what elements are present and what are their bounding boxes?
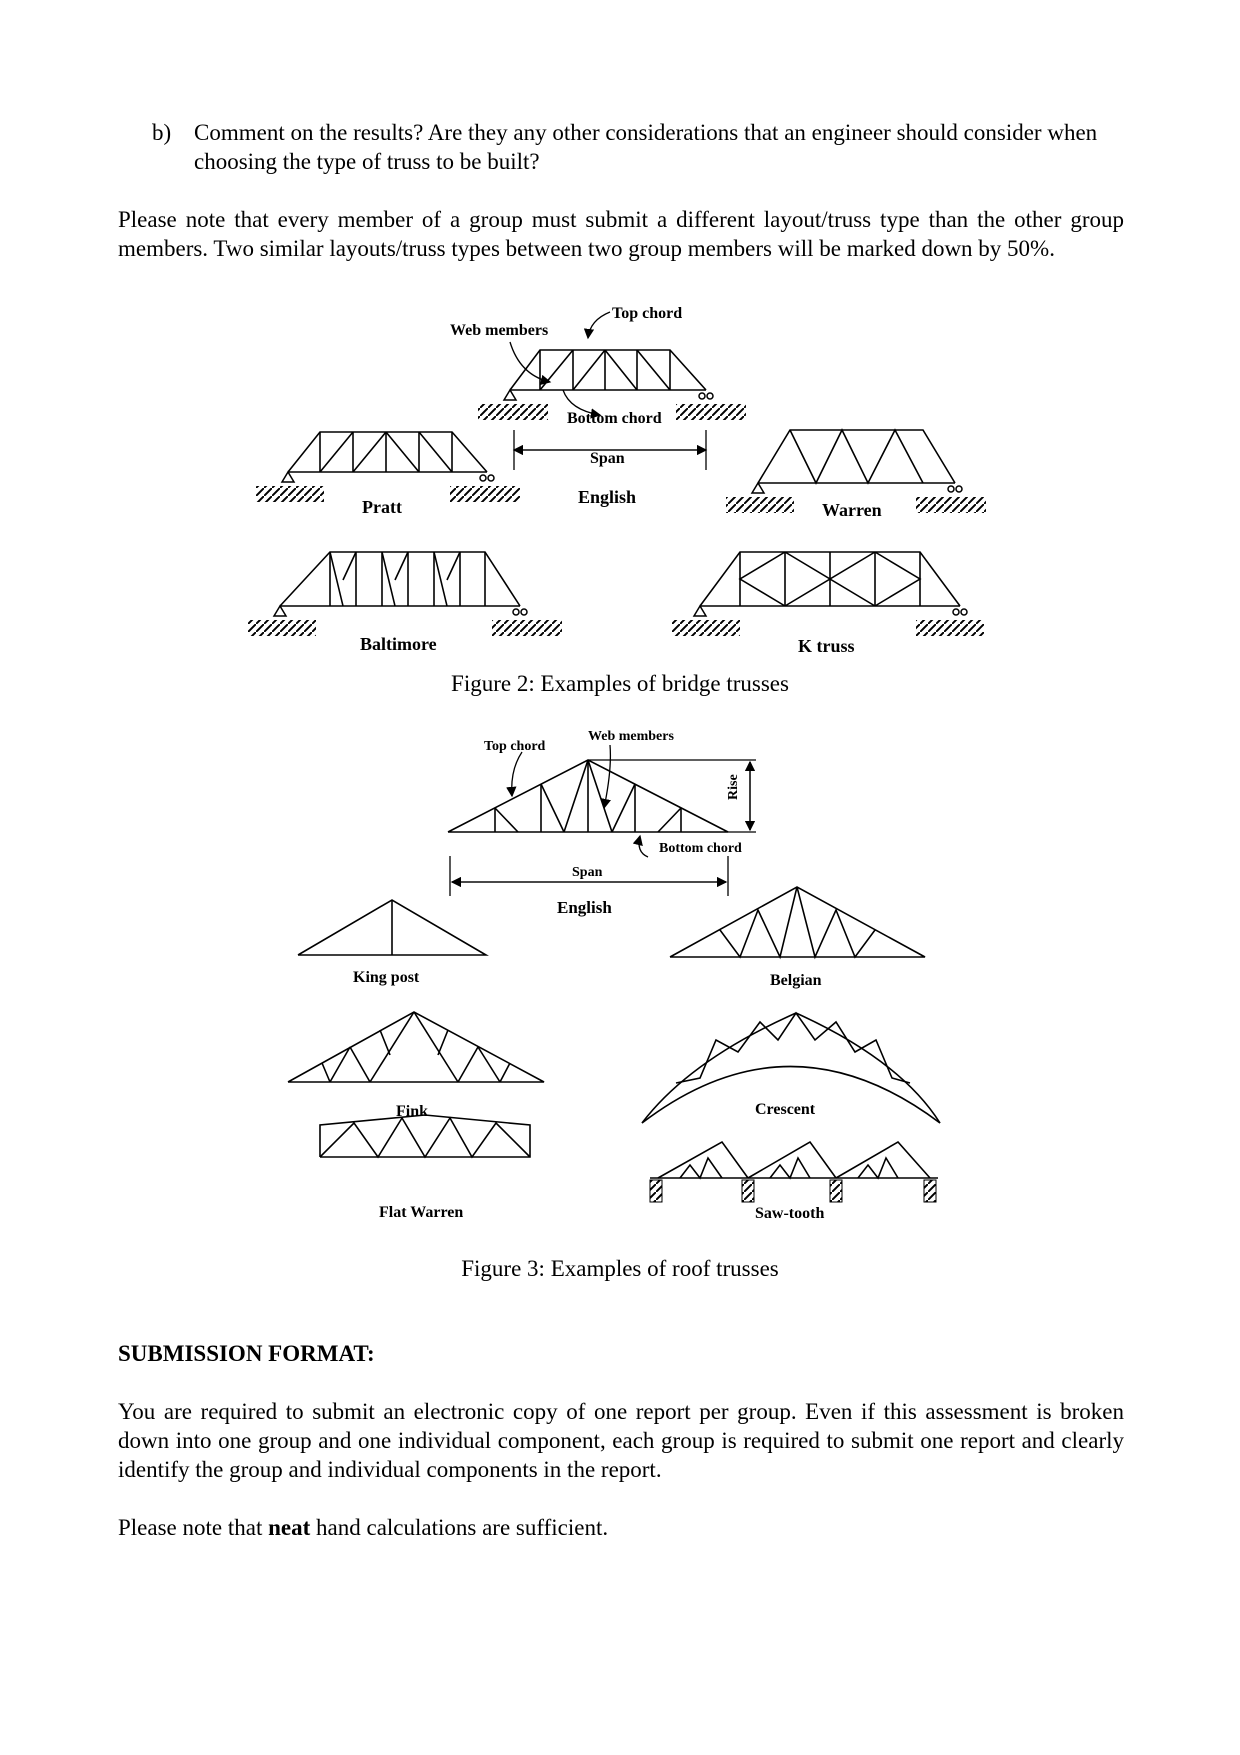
neat-note-pre: Please note that bbox=[118, 1515, 269, 1540]
label-roof-top-chord: Top chord bbox=[484, 739, 546, 754]
submission-paragraph: You are required to submit an electronic copy of one report per group. Even if this assessment is broken down into one group and one individual component, each group is required to submit one report and clearly identify the group and individual components in the report. bbox=[118, 1399, 1124, 1482]
figure-2-caption: Figure 2: Examples of bridge trusses bbox=[451, 671, 789, 696]
label-flat-warren: Flat Warren bbox=[379, 1204, 464, 1221]
warren-truss bbox=[758, 430, 955, 483]
saw-tooth-truss bbox=[650, 1142, 938, 1178]
neat-note-bold: neat bbox=[268, 1515, 311, 1540]
fink-truss bbox=[288, 1012, 544, 1082]
label-fink: Fink bbox=[396, 1103, 429, 1120]
figure-3-caption: Figure 3: Examples of roof trusses bbox=[461, 1256, 779, 1281]
label-roof-web-members: Web members bbox=[588, 729, 674, 744]
baltimore-truss bbox=[280, 552, 520, 606]
label-saw-tooth: Saw-tooth bbox=[755, 1205, 825, 1222]
label-roof-english: English bbox=[557, 898, 612, 917]
label-warren: Warren bbox=[822, 500, 882, 520]
label-roof-bottom-chord: Bottom chord bbox=[659, 841, 742, 856]
group-note-paragraph: Please note that every member of a group must submit a different layout/truss type than the other group members. Two similar layouts/truss types between two group members will be marked down by 50%. bbox=[118, 207, 1124, 261]
flat-warren-truss bbox=[320, 1115, 530, 1157]
label-k-truss: K truss bbox=[798, 636, 855, 656]
label-top-chord: Top chord bbox=[612, 305, 683, 322]
label-baltimore: Baltimore bbox=[360, 634, 437, 654]
king-post-truss bbox=[298, 900, 486, 955]
label-web-members: Web members bbox=[450, 322, 549, 339]
k-truss bbox=[700, 552, 960, 606]
label-english: English bbox=[578, 487, 637, 507]
question-text: Comment on the results? Are they any other considerations that an engineer should consider when choosing the type of truss to be built? bbox=[194, 120, 1098, 174]
pratt-truss bbox=[288, 432, 487, 472]
label-crescent: Crescent bbox=[755, 1101, 816, 1118]
label-pratt: Pratt bbox=[362, 497, 402, 517]
label-span: Span bbox=[590, 450, 625, 467]
label-bottom-chord: Bottom chord bbox=[567, 410, 662, 427]
english-bridge-truss bbox=[510, 350, 706, 390]
question-label: b) bbox=[152, 120, 172, 145]
label-roof-span: Span bbox=[572, 865, 603, 880]
belgian-truss bbox=[670, 887, 925, 957]
label-belgian: Belgian bbox=[770, 972, 822, 989]
neat-calculations-note bbox=[118, 1513, 1124, 1542]
english-roof-truss bbox=[448, 760, 728, 832]
neat-note-post: hand calculations are sufficient. bbox=[310, 1515, 609, 1540]
submission-heading: SUBMISSION FORMAT: bbox=[118, 1341, 375, 1366]
label-king-post: King post bbox=[353, 969, 420, 986]
label-rise: Rise bbox=[726, 774, 741, 800]
